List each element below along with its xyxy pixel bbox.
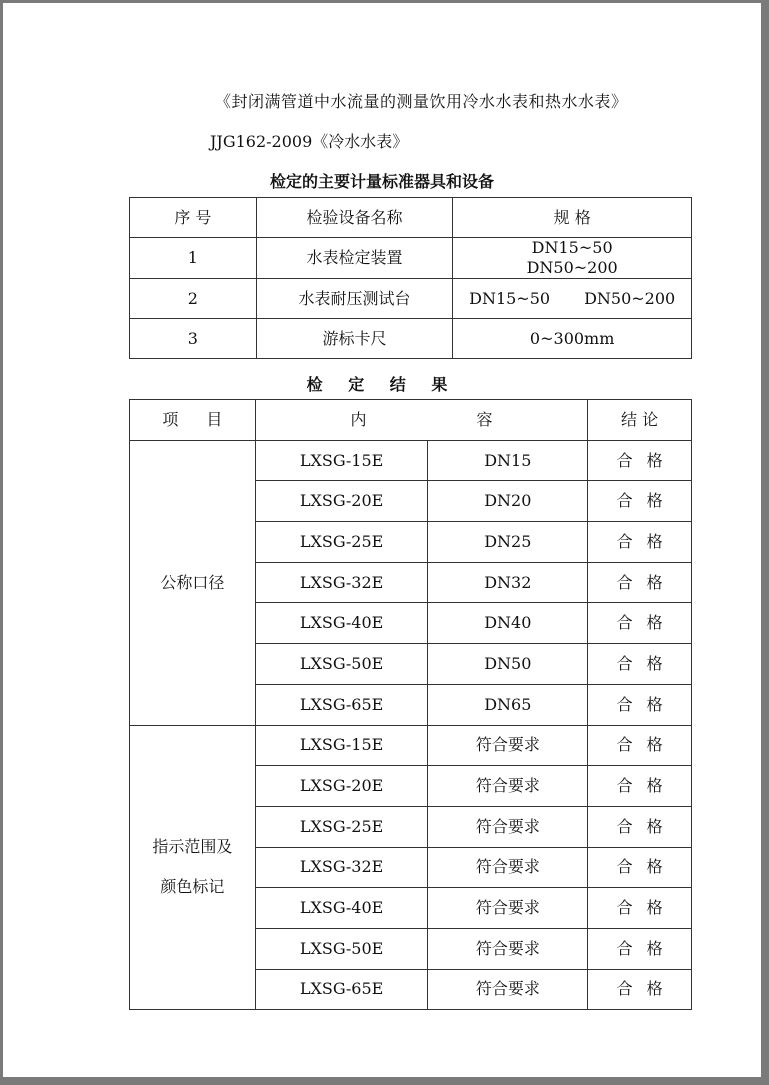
header-content — [255, 400, 587, 441]
conclusion-cell — [588, 766, 692, 807]
equipment-table — [129, 197, 692, 359]
conclusion-part: 合 — [616, 613, 633, 633]
conclusion-part: 合 — [616, 735, 633, 755]
spec-line: DN15~50 — [531, 238, 613, 257]
results-title: 检 定 结 果 — [306, 375, 458, 394]
equipment-header-row — [130, 198, 692, 238]
conclusion-part: 格 — [646, 653, 663, 673]
conclusion-part: 格 — [646, 816, 663, 836]
results-group-indication-range — [130, 725, 692, 1010]
model-cell: LXSG-65E — [255, 969, 428, 1010]
conclusion-cell — [588, 684, 692, 725]
conclusion-cell — [588, 644, 692, 685]
conclusion-cell — [588, 603, 692, 644]
spec-part: DN15~50 — [469, 288, 551, 308]
table-row — [130, 319, 692, 359]
conclusion-part: 合 — [616, 491, 633, 511]
content-cell: 符合要求 — [428, 806, 588, 847]
conclusion-part: 格 — [646, 776, 663, 796]
conclusion-cell — [588, 847, 692, 888]
conclusion-part: 格 — [646, 857, 663, 877]
conclusion-part: 格 — [646, 450, 663, 470]
conclusion-part: 格 — [646, 531, 663, 551]
header-item-part: 目 — [206, 409, 223, 429]
name-cell: 水表检定装置 — [256, 238, 453, 279]
conclusion-part: 合 — [616, 450, 633, 470]
conclusion-part: 格 — [646, 735, 663, 755]
table-row — [130, 238, 692, 279]
spec-line: DN50~200 — [526, 258, 618, 277]
model-cell: LXSG-50E — [255, 644, 428, 685]
model-cell: LXSG-40E — [255, 603, 428, 644]
model-cell: LXSG-32E — [255, 562, 428, 603]
conclusion-part: 合 — [616, 776, 633, 796]
model-cell: LXSG-15E — [255, 725, 428, 766]
conclusion-cell — [588, 481, 692, 522]
conclusion-part: 合 — [616, 694, 633, 714]
content-cell: 符合要求 — [428, 725, 588, 766]
conclusion-part: 格 — [646, 613, 663, 633]
table-row — [130, 279, 692, 319]
conclusion-cell — [588, 969, 692, 1010]
seq-cell: 1 — [130, 238, 257, 279]
conclusion-part: 格 — [646, 491, 663, 511]
conclusion-part: 合 — [616, 938, 633, 958]
header-item — [130, 400, 256, 441]
model-cell: LXSG-25E — [255, 806, 428, 847]
content-cell: 符合要求 — [428, 847, 588, 888]
group-label: 公称口径 — [160, 572, 225, 592]
model-cell: LXSG-25E — [255, 522, 428, 563]
conclusion-part: 合 — [616, 979, 633, 999]
content-cell: DN40 — [428, 603, 588, 644]
conclusion-cell — [588, 440, 692, 481]
spec-cell — [453, 238, 692, 279]
model-cell: LXSG-20E — [255, 766, 428, 807]
conclusion-part: 格 — [646, 938, 663, 958]
content-cell: DN32 — [428, 562, 588, 603]
conclusion-part: 合 — [616, 531, 633, 551]
table-row — [130, 725, 692, 766]
header-conclusion: 结 论 — [588, 400, 692, 441]
model-cell: LXSG-50E — [255, 928, 428, 969]
group-label-cell — [130, 725, 256, 1010]
conclusion-cell — [588, 522, 692, 563]
group-label-line: 颜色标记 — [160, 877, 225, 897]
conclusion-part: 格 — [646, 572, 663, 592]
results-header-row — [130, 400, 692, 441]
header-name: 检验设备名称 — [256, 198, 453, 238]
conclusion-part: 格 — [646, 898, 663, 918]
model-cell: LXSG-15E — [255, 440, 428, 481]
content-cell: 符合要求 — [428, 888, 588, 929]
document-page — [3, 3, 761, 1077]
header-item-part: 项 — [162, 409, 179, 429]
conclusion-cell — [588, 725, 692, 766]
standard-reference-2: JJG162-2009《冷水水表》 — [210, 132, 409, 151]
conclusion-cell — [588, 888, 692, 929]
equipment-title: 检定的主要计量标准器具和设备 — [269, 172, 494, 191]
conclusion-cell — [588, 928, 692, 969]
content-cell: 符合要求 — [428, 969, 588, 1010]
group-label-cell — [130, 440, 256, 725]
group-label-line: 指示范围及 — [152, 837, 233, 857]
spec-cell — [453, 279, 692, 319]
content-cell: 符合要求 — [428, 928, 588, 969]
content-cell: DN25 — [428, 522, 588, 563]
standard-reference-1: 《封闭满管道中水流量的测量饮用冷水水表和热水水表》 — [215, 92, 628, 111]
header-content-part: 内 — [350, 409, 367, 429]
conclusion-part: 合 — [616, 816, 633, 836]
spec-cell: 0~300mm — [453, 319, 692, 359]
table-row — [130, 440, 692, 481]
model-cell: LXSG-32E — [255, 847, 428, 888]
results-group-nominal-diameter — [130, 440, 692, 725]
conclusion-part: 合 — [616, 653, 633, 673]
content-cell: DN20 — [428, 481, 588, 522]
seq-cell: 3 — [130, 319, 257, 359]
model-cell: LXSG-20E — [255, 481, 428, 522]
content-cell: DN50 — [428, 644, 588, 685]
seq-cell: 2 — [130, 279, 257, 319]
conclusion-cell — [588, 806, 692, 847]
header-content-part: 容 — [476, 409, 493, 429]
model-cell: LXSG-40E — [255, 888, 428, 929]
spec-part: DN50~200 — [584, 288, 676, 308]
content-cell: 符合要求 — [428, 766, 588, 807]
header-seq: 序 号 — [130, 198, 257, 238]
name-cell: 游标卡尺 — [256, 319, 453, 359]
name-cell: 水表耐压测试台 — [256, 279, 453, 319]
conclusion-part: 合 — [616, 572, 633, 592]
conclusion-part: 格 — [646, 979, 663, 999]
content-cell: DN65 — [428, 684, 588, 725]
conclusion-part: 合 — [616, 857, 633, 877]
header-spec: 规 格 — [453, 198, 692, 238]
content-cell: DN15 — [428, 440, 588, 481]
conclusion-part: 合 — [616, 898, 633, 918]
conclusion-part: 格 — [646, 694, 663, 714]
conclusion-cell — [588, 562, 692, 603]
results-table — [129, 399, 692, 1010]
model-cell: LXSG-65E — [255, 684, 428, 725]
